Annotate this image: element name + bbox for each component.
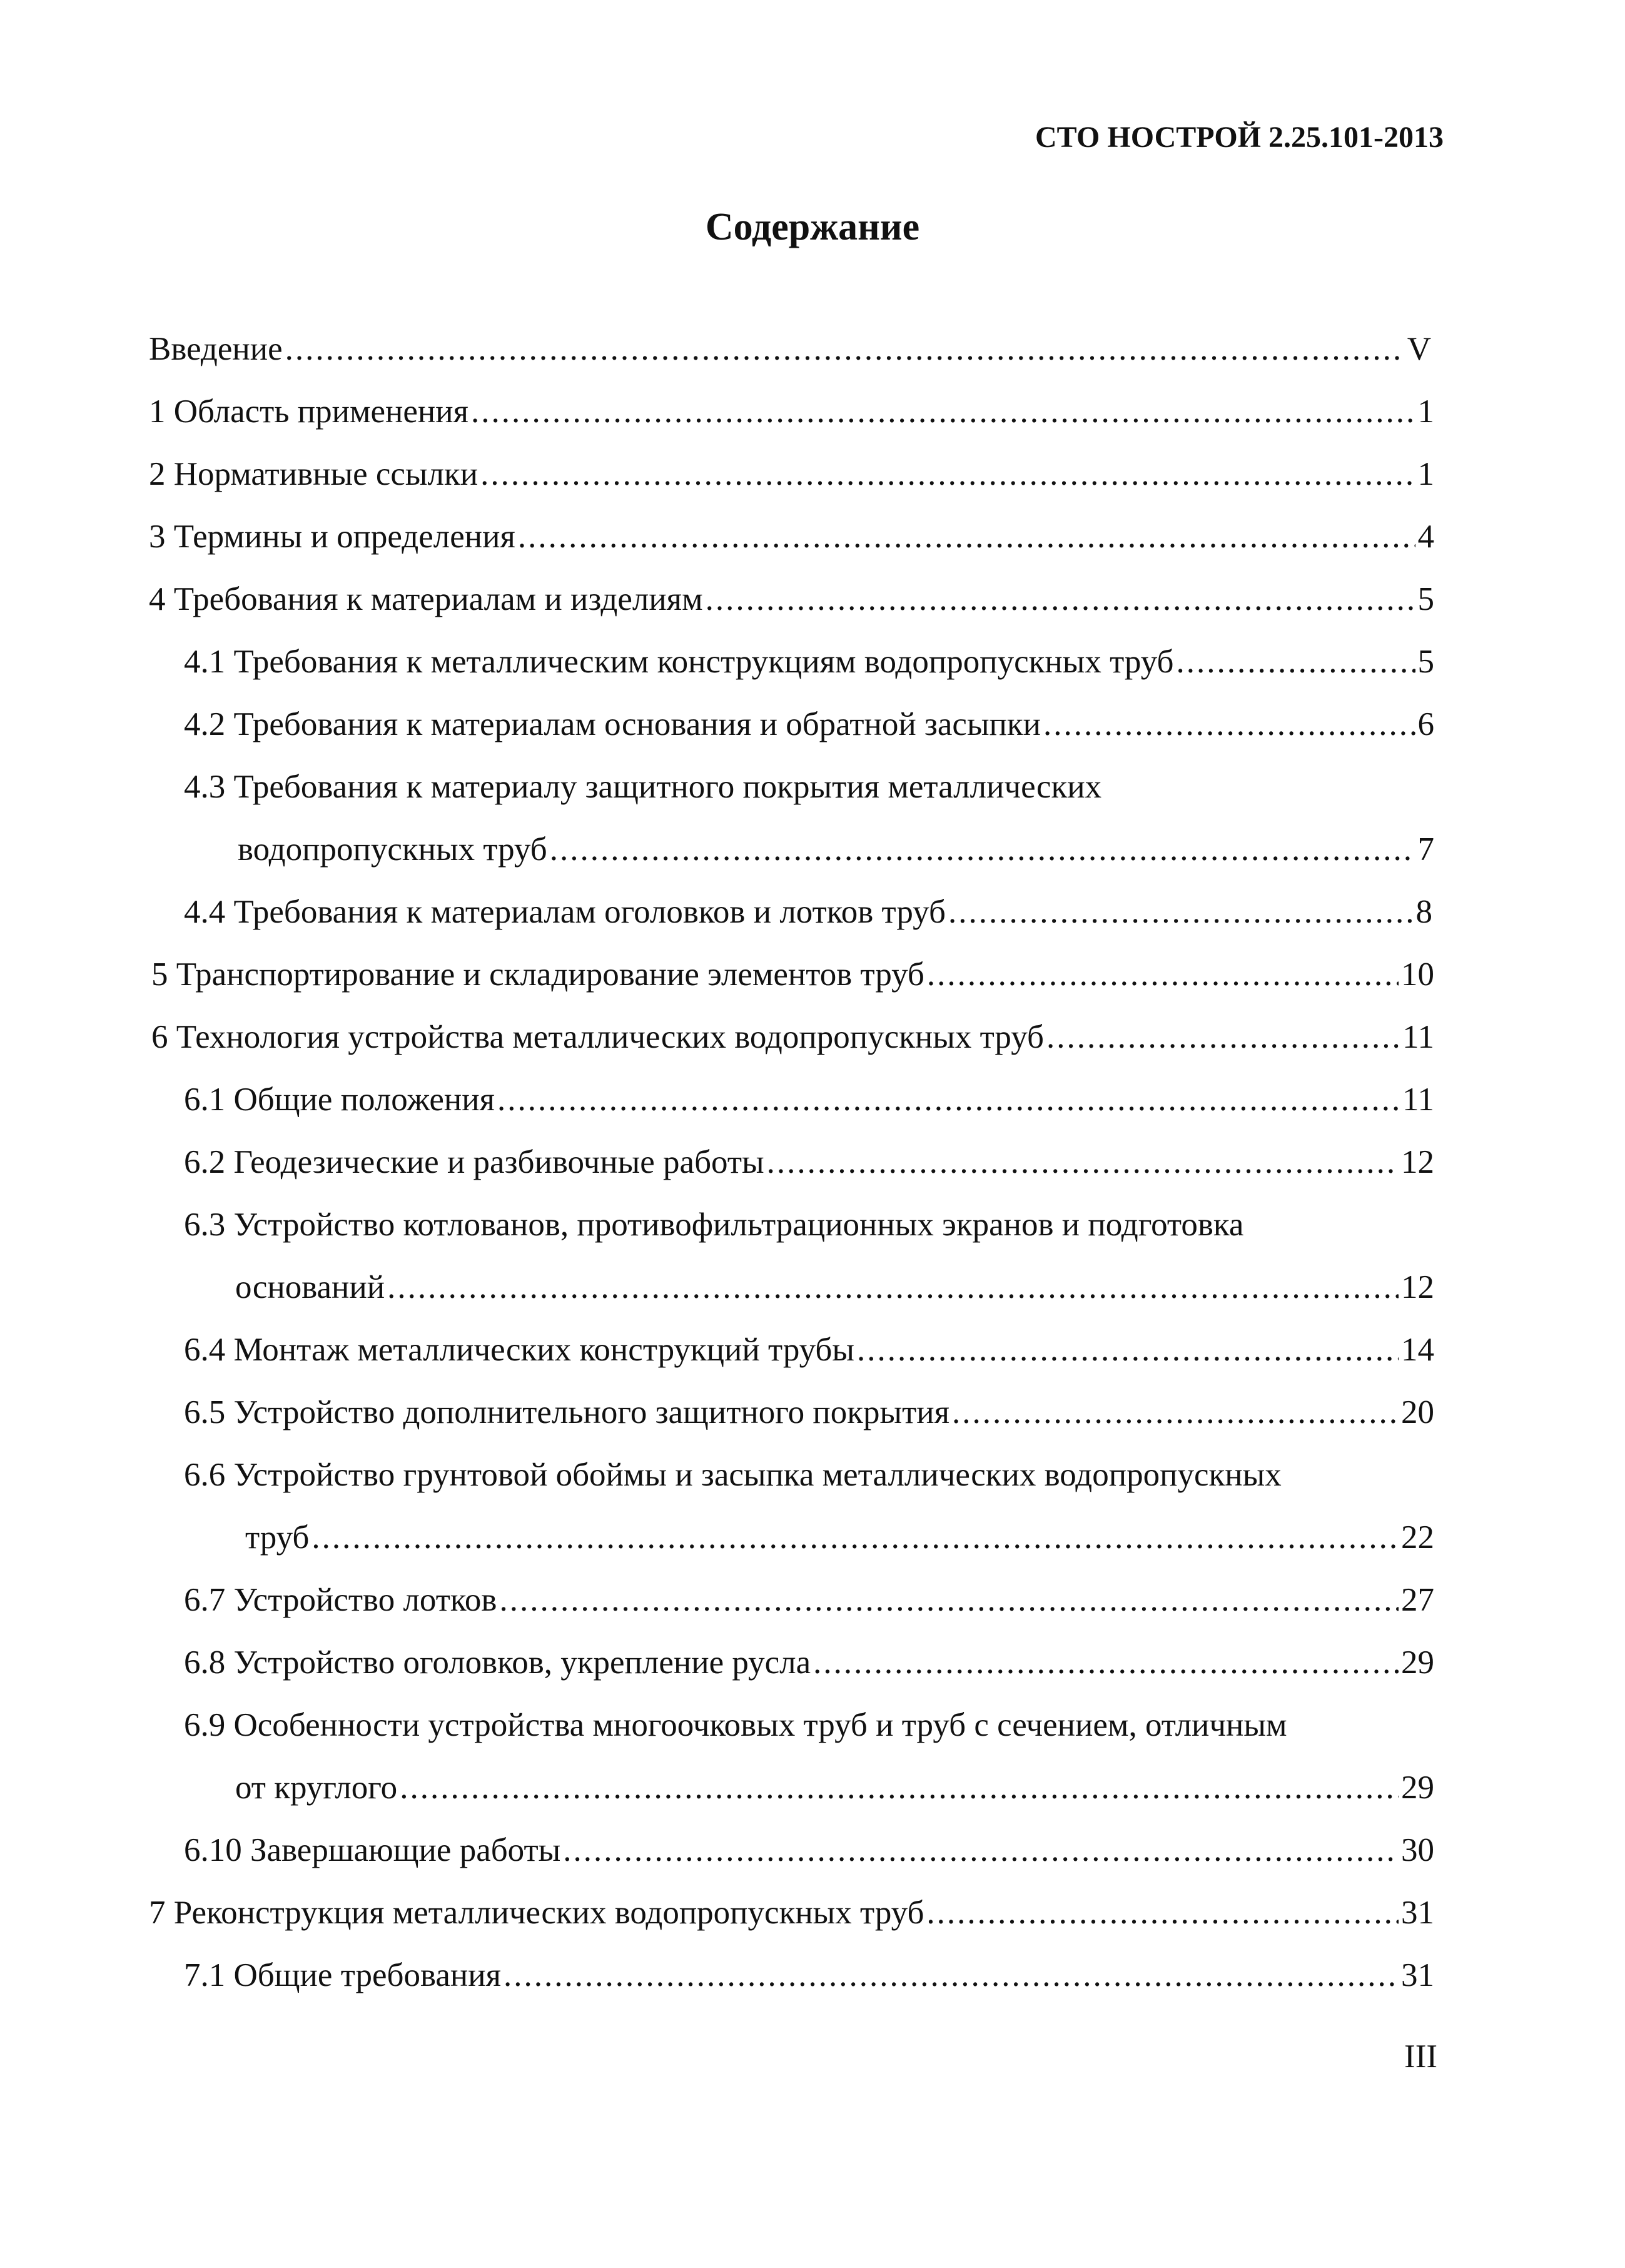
toc-entry-continuation[interactable] — [245, 1512, 1434, 1562]
toc-entry-text: 6.1 Общие положения — [184, 1081, 495, 1118]
toc-entry[interactable] — [184, 699, 1434, 749]
dot-leader — [563, 1825, 1399, 1875]
toc-entry-page: 12 — [1401, 1269, 1434, 1305]
toc-entry[interactable] — [184, 1325, 1434, 1375]
dot-leader — [1046, 1012, 1400, 1062]
toc-entry-text: 6.4 Монтаж металлических конструкций трубы — [184, 1332, 855, 1368]
dot-leader — [926, 1888, 1399, 1938]
toc-title: Содержание — [705, 206, 920, 248]
toc-entry-page: 12 — [1401, 1144, 1434, 1180]
toc-entry-text: Введение — [149, 331, 283, 367]
toc-entry-page: 30 — [1401, 1832, 1434, 1868]
toc-entry-text: 4.1 Требования к металлическим конструкциям водопропускных труб — [184, 644, 1174, 680]
toc-entry-text: 6.2 Геодезические и разбивочные работы — [184, 1144, 764, 1180]
toc-entry[interactable] — [184, 1450, 1434, 1500]
toc-entry[interactable] — [184, 1200, 1434, 1250]
toc-entry[interactable] — [149, 387, 1434, 437]
dot-leader — [857, 1325, 1399, 1375]
toc-entry[interactable] — [149, 1888, 1434, 1938]
toc-entry[interactable] — [184, 762, 1434, 812]
toc-entry-page: 27 — [1401, 1582, 1434, 1618]
toc-entry[interactable] — [184, 1575, 1434, 1625]
toc-entry-text: 4 Требования к материалам и изделиям — [149, 581, 703, 617]
toc-entry-text: 2 Нормативные ссылки — [149, 456, 478, 492]
toc-entry-text: 6.9 Особенности устройства многоочковых труб и труб с сечением, отличным — [184, 1707, 1287, 1743]
toc-entry[interactable] — [184, 1825, 1434, 1875]
dot-leader — [550, 824, 1415, 874]
dot-leader — [518, 512, 1415, 562]
toc-entry-page: 22 — [1401, 1519, 1434, 1556]
toc-entry-text: 4.4 Требования к материалам оголовков и лотков труб — [184, 894, 946, 930]
dot-leader — [497, 1075, 1400, 1125]
toc-entry-page: 5 — [1417, 644, 1434, 680]
dot-leader — [387, 1262, 1399, 1312]
toc-entry[interactable] — [151, 1012, 1434, 1062]
toc-entry-text: 4.3 Требования к материалу защитного покрытия металлических — [184, 769, 1102, 805]
toc-entry-text: 7.1 Общие требования — [184, 1957, 501, 1993]
toc-entry-text: 6.5 Устройство дополнительного защитного покрытия — [184, 1394, 950, 1430]
toc-entry[interactable] — [184, 887, 1432, 937]
dot-leader — [480, 449, 1415, 499]
toc-entry[interactable] — [184, 1638, 1434, 1688]
dot-leader — [311, 1512, 1399, 1562]
toc-entry[interactable] — [184, 637, 1434, 687]
toc-entry-text: от круглого — [235, 1769, 398, 1806]
toc-entry-page: 11 — [1402, 1081, 1434, 1118]
toc-entry-page: 31 — [1401, 1957, 1434, 1993]
toc-entry-page: V — [1407, 331, 1431, 367]
document-code: СТО НОСТРОЙ 2.25.101-2013 — [1035, 121, 1444, 154]
toc-entry-continuation[interactable] — [238, 824, 1434, 874]
toc-entry-page: 6 — [1417, 706, 1434, 742]
dot-leader — [499, 1575, 1399, 1625]
dot-leader — [504, 1950, 1399, 2000]
toc-entry-text: 7 Реконструкция металлических водопропускных труб — [149, 1895, 924, 1931]
toc-entry[interactable] — [149, 449, 1434, 499]
toc-entry[interactable] — [184, 1137, 1434, 1187]
toc-entry[interactable] — [184, 1700, 1434, 1750]
dot-leader — [813, 1638, 1399, 1688]
toc-entry-page: 29 — [1401, 1644, 1434, 1681]
toc-entry[interactable] — [184, 1075, 1434, 1125]
dot-leader — [1043, 699, 1415, 749]
toc-entry-text: 3 Термины и определения — [149, 519, 515, 555]
toc-entry-text: оснований — [235, 1269, 385, 1305]
toc-entry[interactable] — [149, 574, 1434, 624]
toc-entry-text: 6.6 Устройство грунтовой обоймы и засыпка металлических водопропускных — [184, 1457, 1282, 1493]
toc-entry-text: 6 Технология устройства металлических водопропускных труб — [151, 1019, 1044, 1055]
toc-entry-continuation[interactable] — [235, 1763, 1434, 1813]
dot-leader — [285, 324, 1405, 374]
dot-leader — [952, 1387, 1399, 1437]
toc-entry-page: 5 — [1417, 581, 1434, 617]
toc-entry-text: водопропускных труб — [238, 831, 547, 868]
page-number: III — [1404, 2038, 1437, 2075]
toc-entry-page: 14 — [1401, 1332, 1434, 1368]
toc-entry-text: 1 Область применения — [149, 393, 469, 430]
toc-entry[interactable] — [184, 1387, 1434, 1437]
toc-entry-page: 11 — [1402, 1019, 1434, 1055]
toc-entry-text: 6.3 Устройство котлованов, противофильтрационных экранов и подготовка — [184, 1207, 1244, 1243]
toc-entry[interactable] — [151, 949, 1434, 1000]
toc-entry[interactable] — [149, 324, 1431, 374]
toc-entry-page: 7 — [1417, 831, 1434, 868]
toc-entry-text: 6.7 Устройство лотков — [184, 1582, 497, 1618]
toc-entry-text: 5 Транспортирование и складирование элементов труб — [151, 956, 924, 993]
toc-entry-page: 10 — [1401, 956, 1434, 993]
dot-leader — [706, 574, 1415, 624]
toc-entry-page: 20 — [1401, 1394, 1434, 1430]
toc-entry[interactable] — [184, 1950, 1434, 2000]
dot-leader — [400, 1763, 1399, 1813]
toc-entry-page: 8 — [1415, 894, 1432, 930]
toc-entry-page: 31 — [1401, 1895, 1434, 1931]
toc-entry-text: труб — [245, 1519, 310, 1556]
toc-entry-text: 6.10 Завершающие работы — [184, 1832, 561, 1868]
toc-entry-text: 4.2 Требования к материалам основания и обратной засыпки — [184, 706, 1041, 742]
toc-entry-text: 6.8 Устройство оголовков, укрепление русла — [184, 1644, 811, 1681]
toc-entry-page: 1 — [1417, 393, 1434, 430]
dot-leader — [1177, 637, 1415, 687]
dot-leader — [927, 949, 1399, 1000]
toc-entry[interactable] — [149, 512, 1434, 562]
dot-leader — [767, 1137, 1399, 1187]
toc-entry-page: 4 — [1417, 519, 1434, 555]
toc-entry-page: 29 — [1401, 1769, 1434, 1806]
toc-entry-continuation[interactable] — [235, 1262, 1434, 1312]
toc-entry-page: 1 — [1417, 456, 1434, 492]
dot-leader — [471, 387, 1415, 437]
dot-leader — [948, 887, 1414, 937]
